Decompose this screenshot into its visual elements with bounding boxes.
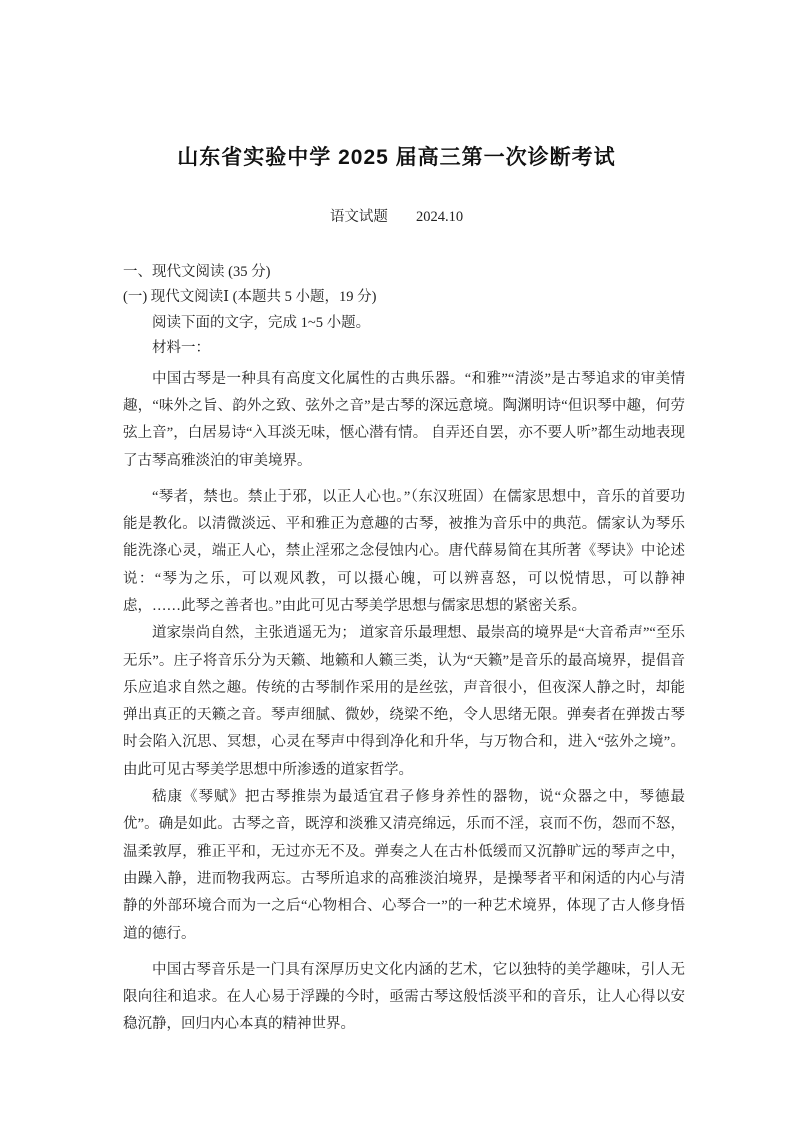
document-body	[0, 260, 793, 1039]
reading-instruction: 阅读下面的文字，完成 1~5 小题。	[152, 314, 371, 331]
material-label: 材料一：	[152, 340, 210, 357]
part-heading: 一、现代文阅读 (35 分)	[123, 264, 271, 280]
material-paragraph-4: 嵇康《琴赋》把古琴推崇为最适宜君子修身养性的器物，说“众器之中，琴德最优”。确是如此。古琴之音，既淳和淡雅又清亮绵远，乐而不淫，哀而不伤，怨而不怒，温柔敦厚，雅正平和，无过亦无不及。弹奏之人在古朴低缓而又沉静旷远的琴声之中，由躁入静，进而物我两忘。古琴所追求的高雅淡泊境界，是操琴者平和闲适的内心与清静的外部环境合而为一之后“心物相合、心琴合一”的一种艺术境界，体现了古人修身悟道的德行。	[123, 789, 685, 942]
section-headings	[123, 260, 685, 362]
document-subtitle	[0, 207, 793, 227]
material-paragraph-3: 道家崇尚自然，主张逍遥无为； 道家音乐最理想、最崇高的境界是“大音希声”“至乐无乐”。庄子将音乐分为天籁、地籁和人籁三类，认为“天籁”是音乐的最高境界，提倡音乐应追求自然之趣。传统的古琴制作采用的是丝弦，声音很小，但夜深人静之时，却能弹出真正的天籁之音。琴声细腻、微妙，绕梁不绝，令人思绪无限。弹奏者在弹拨古琴时会陷入沉思、冥想，心灵在琴声中得到净化和升华，与万物合和，进入“弦外之境”。由此可见古琴美学思想中所渗透的道家哲学。	[123, 625, 685, 778]
material-paragraph-2: “琴者，禁也。禁止于邪，以正人心也。”（东汉班固）在儒家思想中，音乐的首要功能是教化。以清微淡远、平和雅正为意趣的古琴，被推为音乐中的典范。儒家认为琴乐能洗涤心灵，端正人心，禁止淫邪之念侵蚀内心。唐代薛易简在其所著《琴诀》中论述说：“琴为之乐，可以观风教，可以摄心魄，可以辨喜怒，可以悦情思，可以静神虑，……此琴之善者也。”由此可见古琴美学思想与儒家思想的紧密关系。	[123, 488, 685, 614]
material-paragraph-1: 中国古琴是一种具有高度文化属性的古典乐器。“和雅”“清淡”是古琴追求的审美情趣，“味外之旨、韵外之致、弦外之音”是古琴的深远意境。陶渊明诗“但识琴中趣，何劳弦上音”，白居易诗“入耳淡无味，惬心潜有情。 自弄还自罢，亦不要人听”都生动地表现了古琴高雅淡泊的审美境界。	[123, 370, 685, 469]
document-title: 山东省实验中学 2025 届高三第一次诊断考试	[177, 146, 616, 169]
subsection-heading: (一) 现代文阅读Ⅰ (本题共 5 小题，19 分)	[123, 289, 377, 306]
subject-label: 语文试题	[329, 209, 388, 225]
material-paragraph-5: 中国古琴音乐是一门具有深厚历史文化内涵的艺术，它以独特的美学趣味，引人无限向往和追求。在人心易于浮躁的今时，亟需古琴这般恬淡平和的音乐，让人心得以安稳沉静，回归内心本真的精神世界。	[123, 961, 685, 1033]
exam-date: 2024.10	[415, 209, 464, 225]
